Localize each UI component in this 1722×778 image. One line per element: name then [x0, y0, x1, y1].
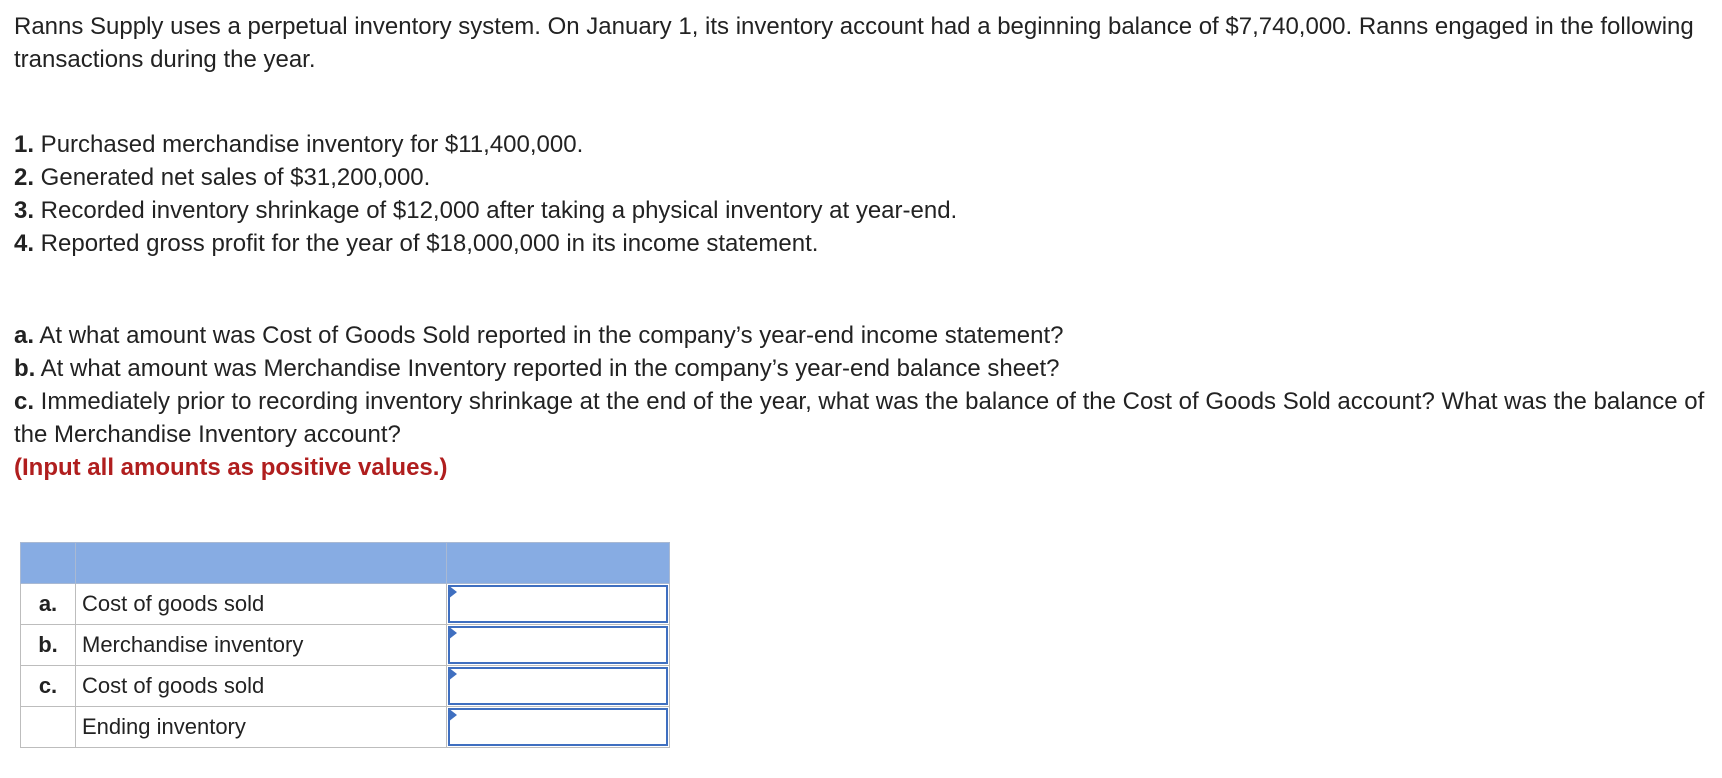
- input-flag-icon: [448, 585, 457, 599]
- problem-statement: [14, 10, 1714, 484]
- answer-row: [21, 625, 670, 666]
- input-flag-icon: [448, 708, 457, 722]
- answer-row: [21, 707, 670, 748]
- question-item: [14, 352, 1714, 385]
- header-cell-label: [76, 543, 447, 584]
- question-letter: c.: [14, 388, 35, 415]
- input-flag-icon: [448, 667, 457, 681]
- input-flag-icon: [448, 626, 457, 640]
- answer-table-header: [21, 543, 670, 584]
- transaction-text: Reported gross profit for the year of $18,000,000 in its income statement.: [34, 230, 819, 257]
- header-cell-letter: [21, 543, 76, 584]
- row-letter: b.: [21, 625, 76, 666]
- question-text: At what amount was Cost of Goods Sold reported in the company’s year-end income statement?: [34, 322, 1064, 349]
- row-letter: c.: [21, 666, 76, 707]
- question-item: [14, 319, 1714, 352]
- question-text: At what amount was Merchandise Inventory reported in the company’s year-end balance sheet?: [35, 355, 1060, 382]
- row-label: Cost of goods sold: [76, 584, 447, 625]
- header-cell-amount: [447, 543, 670, 584]
- transaction-list: [14, 128, 1714, 260]
- question-list: [14, 319, 1714, 484]
- transaction-text: Recorded inventory shrinkage of $12,000 after taking a physical inventory at year-end.: [34, 197, 958, 224]
- amount-input-cost-of-goods-sold-a[interactable]: [448, 585, 668, 623]
- amount-cell: [447, 584, 670, 625]
- transaction-item: [14, 227, 1714, 260]
- answer-table: [20, 542, 670, 748]
- row-letter: [21, 707, 76, 748]
- transaction-number: 3.: [14, 197, 35, 224]
- amount-cell: [447, 666, 670, 707]
- row-label: Ending inventory: [76, 707, 447, 748]
- transaction-number: 4.: [14, 230, 35, 257]
- intro-paragraph: Ranns Supply uses a perpetual inventory system. On January 1, its inventory account had a beginning balance of $7,740,000. Ranns engaged in the following transactions during the year.: [14, 13, 1694, 73]
- row-label: Merchandise inventory: [76, 625, 447, 666]
- answer-row: [21, 666, 670, 707]
- row-label: Cost of goods sold: [76, 666, 447, 707]
- amount-input-cost-of-goods-sold-c[interactable]: [448, 667, 668, 705]
- row-letter: a.: [21, 584, 76, 625]
- question-letter: a.: [14, 322, 35, 349]
- question-item: [14, 385, 1714, 451]
- amount-input-ending-inventory[interactable]: [448, 708, 668, 746]
- transaction-number: 2.: [14, 164, 35, 191]
- transaction-item: [14, 194, 1714, 227]
- transaction-number: 1.: [14, 131, 35, 158]
- transaction-text: Generated net sales of $31,200,000.: [34, 164, 431, 191]
- transaction-item: [14, 128, 1714, 161]
- amount-cell: [447, 707, 670, 748]
- transaction-text: Purchased merchandise inventory for $11,400,000.: [34, 131, 584, 158]
- transaction-item: [14, 161, 1714, 194]
- amount-input-merchandise-inventory[interactable]: [448, 626, 668, 664]
- instruction-note: (Input all amounts as positive values.): [14, 454, 448, 481]
- amount-cell: [447, 625, 670, 666]
- question-letter: b.: [14, 355, 36, 382]
- answer-row: [21, 584, 670, 625]
- question-text: Immediately prior to recording inventory shrinkage at the end of the year, what was the balance of the Cost of Goods Sold account? What was the balance of the Merchandise Inventory account?: [14, 388, 1705, 448]
